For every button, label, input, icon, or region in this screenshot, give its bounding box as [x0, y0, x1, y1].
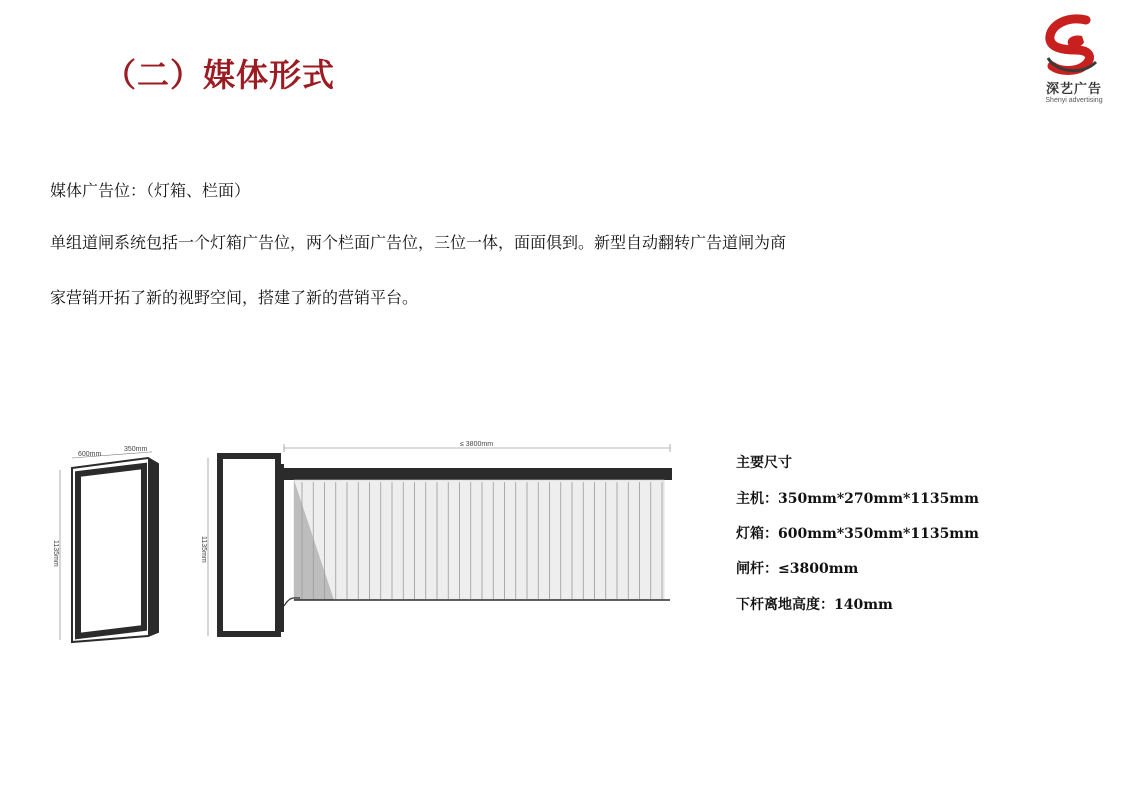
description-line-2: 家营销开拓了新的视野空间，搭建了新的营销平台。 [50, 288, 419, 307]
spec-gate-arm: 闸杆：≤3800mm [736, 561, 859, 577]
width-dimension-label: 600mm [78, 451, 102, 458]
spec-arm-height: 下杆离地高度：140mm [736, 597, 893, 613]
page-title: （二）媒体形式 [104, 56, 336, 94]
company-logo [1038, 14, 1110, 110]
spec-light-box: 灯箱：600mm*350mm*1135mm [736, 526, 979, 542]
logo-name-en: Shenyi advertising [1045, 97, 1103, 104]
barrier-gate-svg [40, 436, 680, 646]
light-box-drawing [52, 446, 158, 642]
height-dimension-label-mid: 1135mm [200, 536, 207, 563]
spec-host: 主机：350mm*270mm*1135mm [736, 491, 979, 507]
gate-arm-drawing [284, 441, 672, 606]
dimensions-heading: 主要尺寸 [736, 455, 792, 471]
host-box-drawing [200, 456, 284, 636]
depth-dimension-label: 350mm [124, 446, 148, 453]
logo-mark-icon [1038, 14, 1110, 78]
media-position-text: 媒体广告位：（灯箱、栏面） [50, 181, 251, 200]
height-dimension-label-left: 1135mm [52, 540, 59, 567]
barrier-gate-drawing [40, 436, 680, 650]
description-line-1: 单组道闸系统包括一个灯箱广告位，两个栏面广告位，三位一体，面面俱到。新型自动翻转广告道闸为商 [50, 233, 787, 252]
logo-name-cn: 深艺广告 [1045, 82, 1102, 97]
length-dimension-label: ≤ 3800mm [460, 441, 494, 448]
